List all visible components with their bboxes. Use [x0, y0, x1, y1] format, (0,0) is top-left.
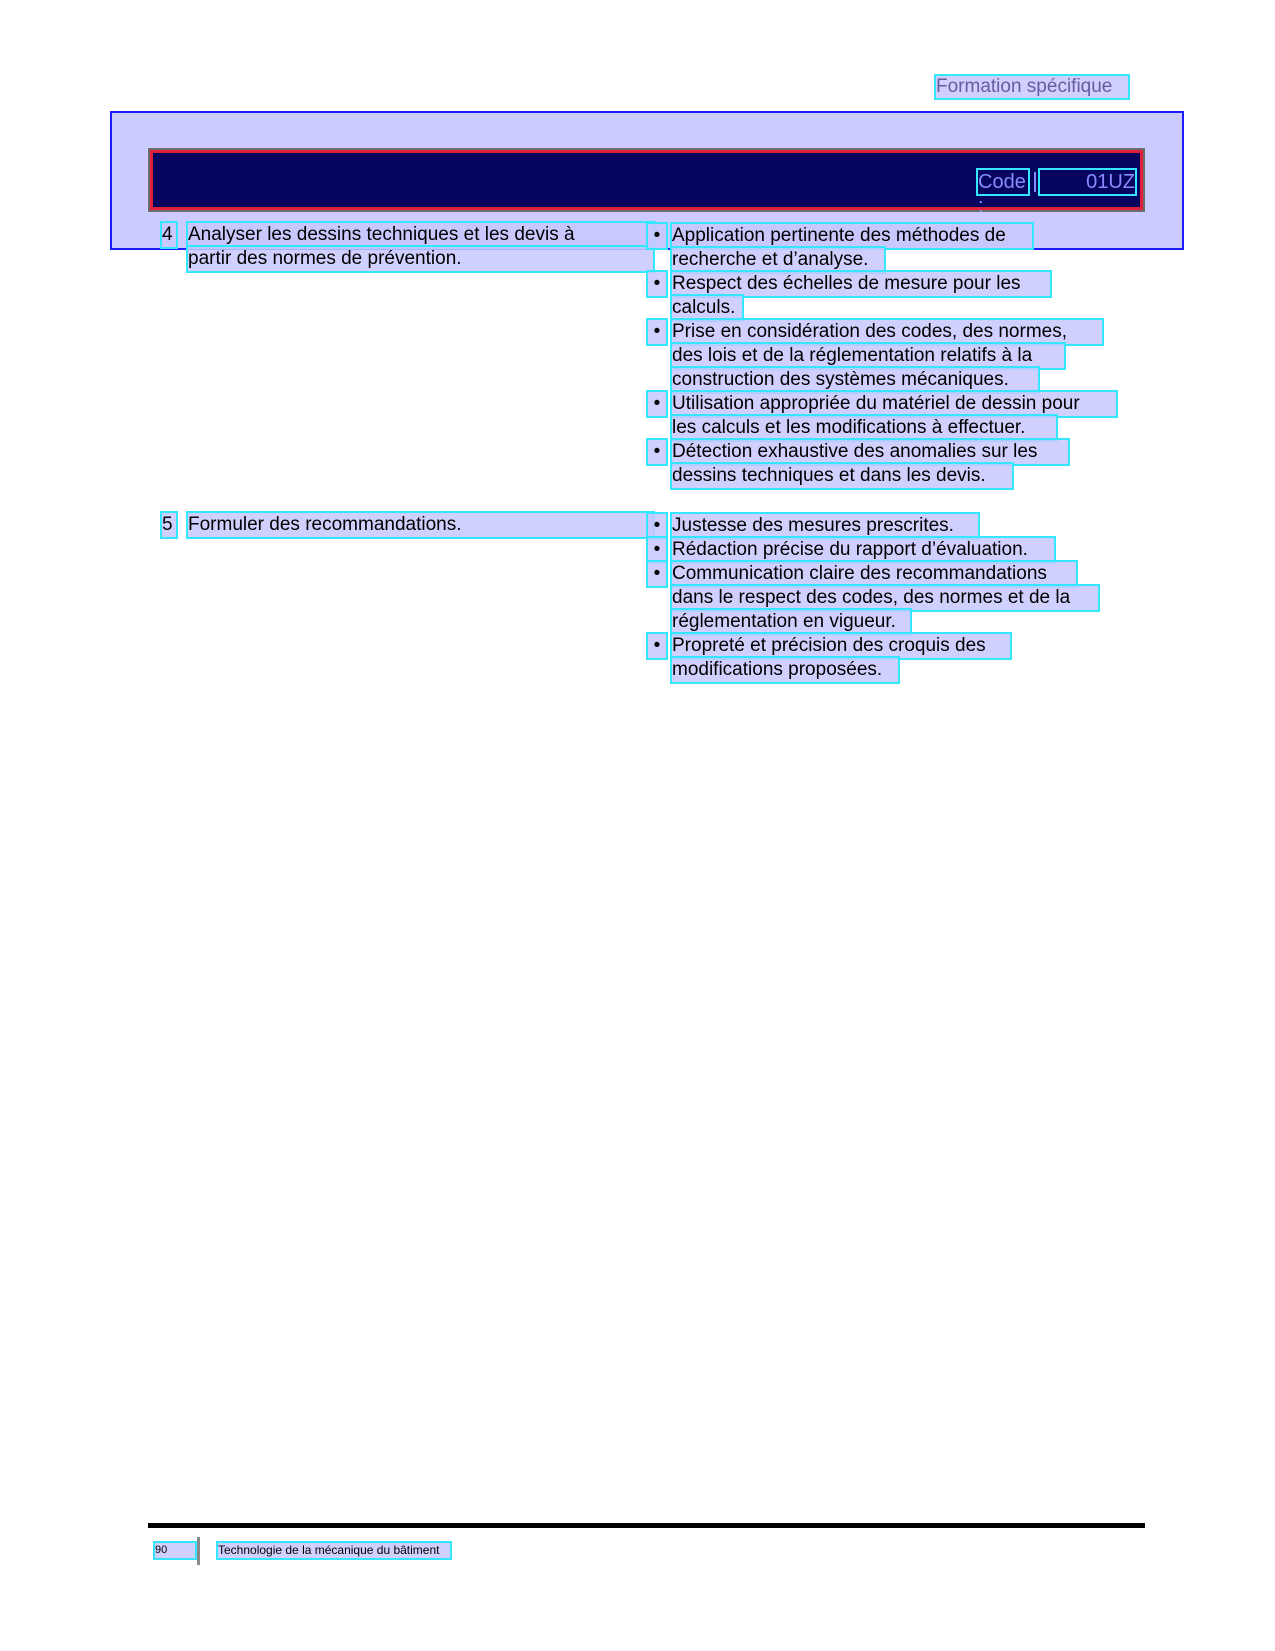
criterion-line: réglementation en vigueur.	[672, 610, 910, 634]
page-header-title: Formation spécifique	[936, 76, 1128, 98]
code-separator	[1034, 172, 1036, 192]
bullet-icon: •	[648, 634, 666, 658]
bullet-icon: •	[648, 538, 666, 562]
bullet-icon: •	[648, 272, 666, 296]
criterion-line: recherche et d’analyse.	[672, 248, 884, 272]
left-text-line: Formuler des recommandations.	[188, 513, 653, 537]
criterion-line: construction des systèmes mécaniques.	[672, 368, 1038, 392]
bullet-icon: •	[648, 392, 666, 416]
criterion-line: Application pertinente des méthodes de	[672, 224, 1032, 248]
bullet-icon: •	[648, 514, 666, 538]
bullet-icon: •	[648, 224, 666, 248]
criterion-line: Utilisation appropriée du matériel de dessin pour	[672, 392, 1116, 416]
criterion-line: des lois et de la réglementation relatifs à la	[672, 344, 1064, 368]
footer-divider	[197, 1537, 200, 1565]
criterion-line: Justesse des mesures prescrites.	[672, 514, 978, 538]
row-number: 4	[162, 223, 176, 247]
bullet-icon: •	[648, 320, 666, 344]
code-value: 01UZ	[1040, 170, 1135, 194]
left-text-line: Analyser les dessins techniques et les devis à	[188, 223, 653, 247]
criterion-line: Respect des échelles de mesure pour les	[672, 272, 1050, 296]
criterion-line: Rédaction précise du rapport d’évaluation.	[672, 538, 1054, 562]
criterion-line: Communication claire des recommandations	[672, 562, 1076, 586]
criterion-line: modifications proposées.	[672, 658, 898, 682]
criterion-line: Propreté et précision des croquis des	[672, 634, 1010, 658]
left-text-line: partir des normes de prévention.	[188, 247, 653, 271]
footer-title: Technologie de la mécanique du bâtiment	[218, 1543, 450, 1558]
criterion-line: calculs.	[672, 296, 742, 320]
criterion-line: les calculs et les modifications à effectuer.	[672, 416, 1056, 440]
criterion-line: dans le respect des codes, des normes et de la	[672, 586, 1098, 610]
row-number: 5	[162, 513, 176, 537]
footer-rule	[148, 1523, 1145, 1528]
bullet-icon: •	[648, 440, 666, 464]
criterion-line: dessins techniques et dans les devis.	[672, 464, 1012, 488]
criterion-line: Détection exhaustive des anomalies sur les	[672, 440, 1068, 464]
bullet-icon: •	[648, 562, 666, 586]
page-number: 90	[155, 1543, 195, 1558]
criterion-line: Prise en considération des codes, des normes,	[672, 320, 1102, 344]
code-label: Code :	[978, 170, 1028, 194]
